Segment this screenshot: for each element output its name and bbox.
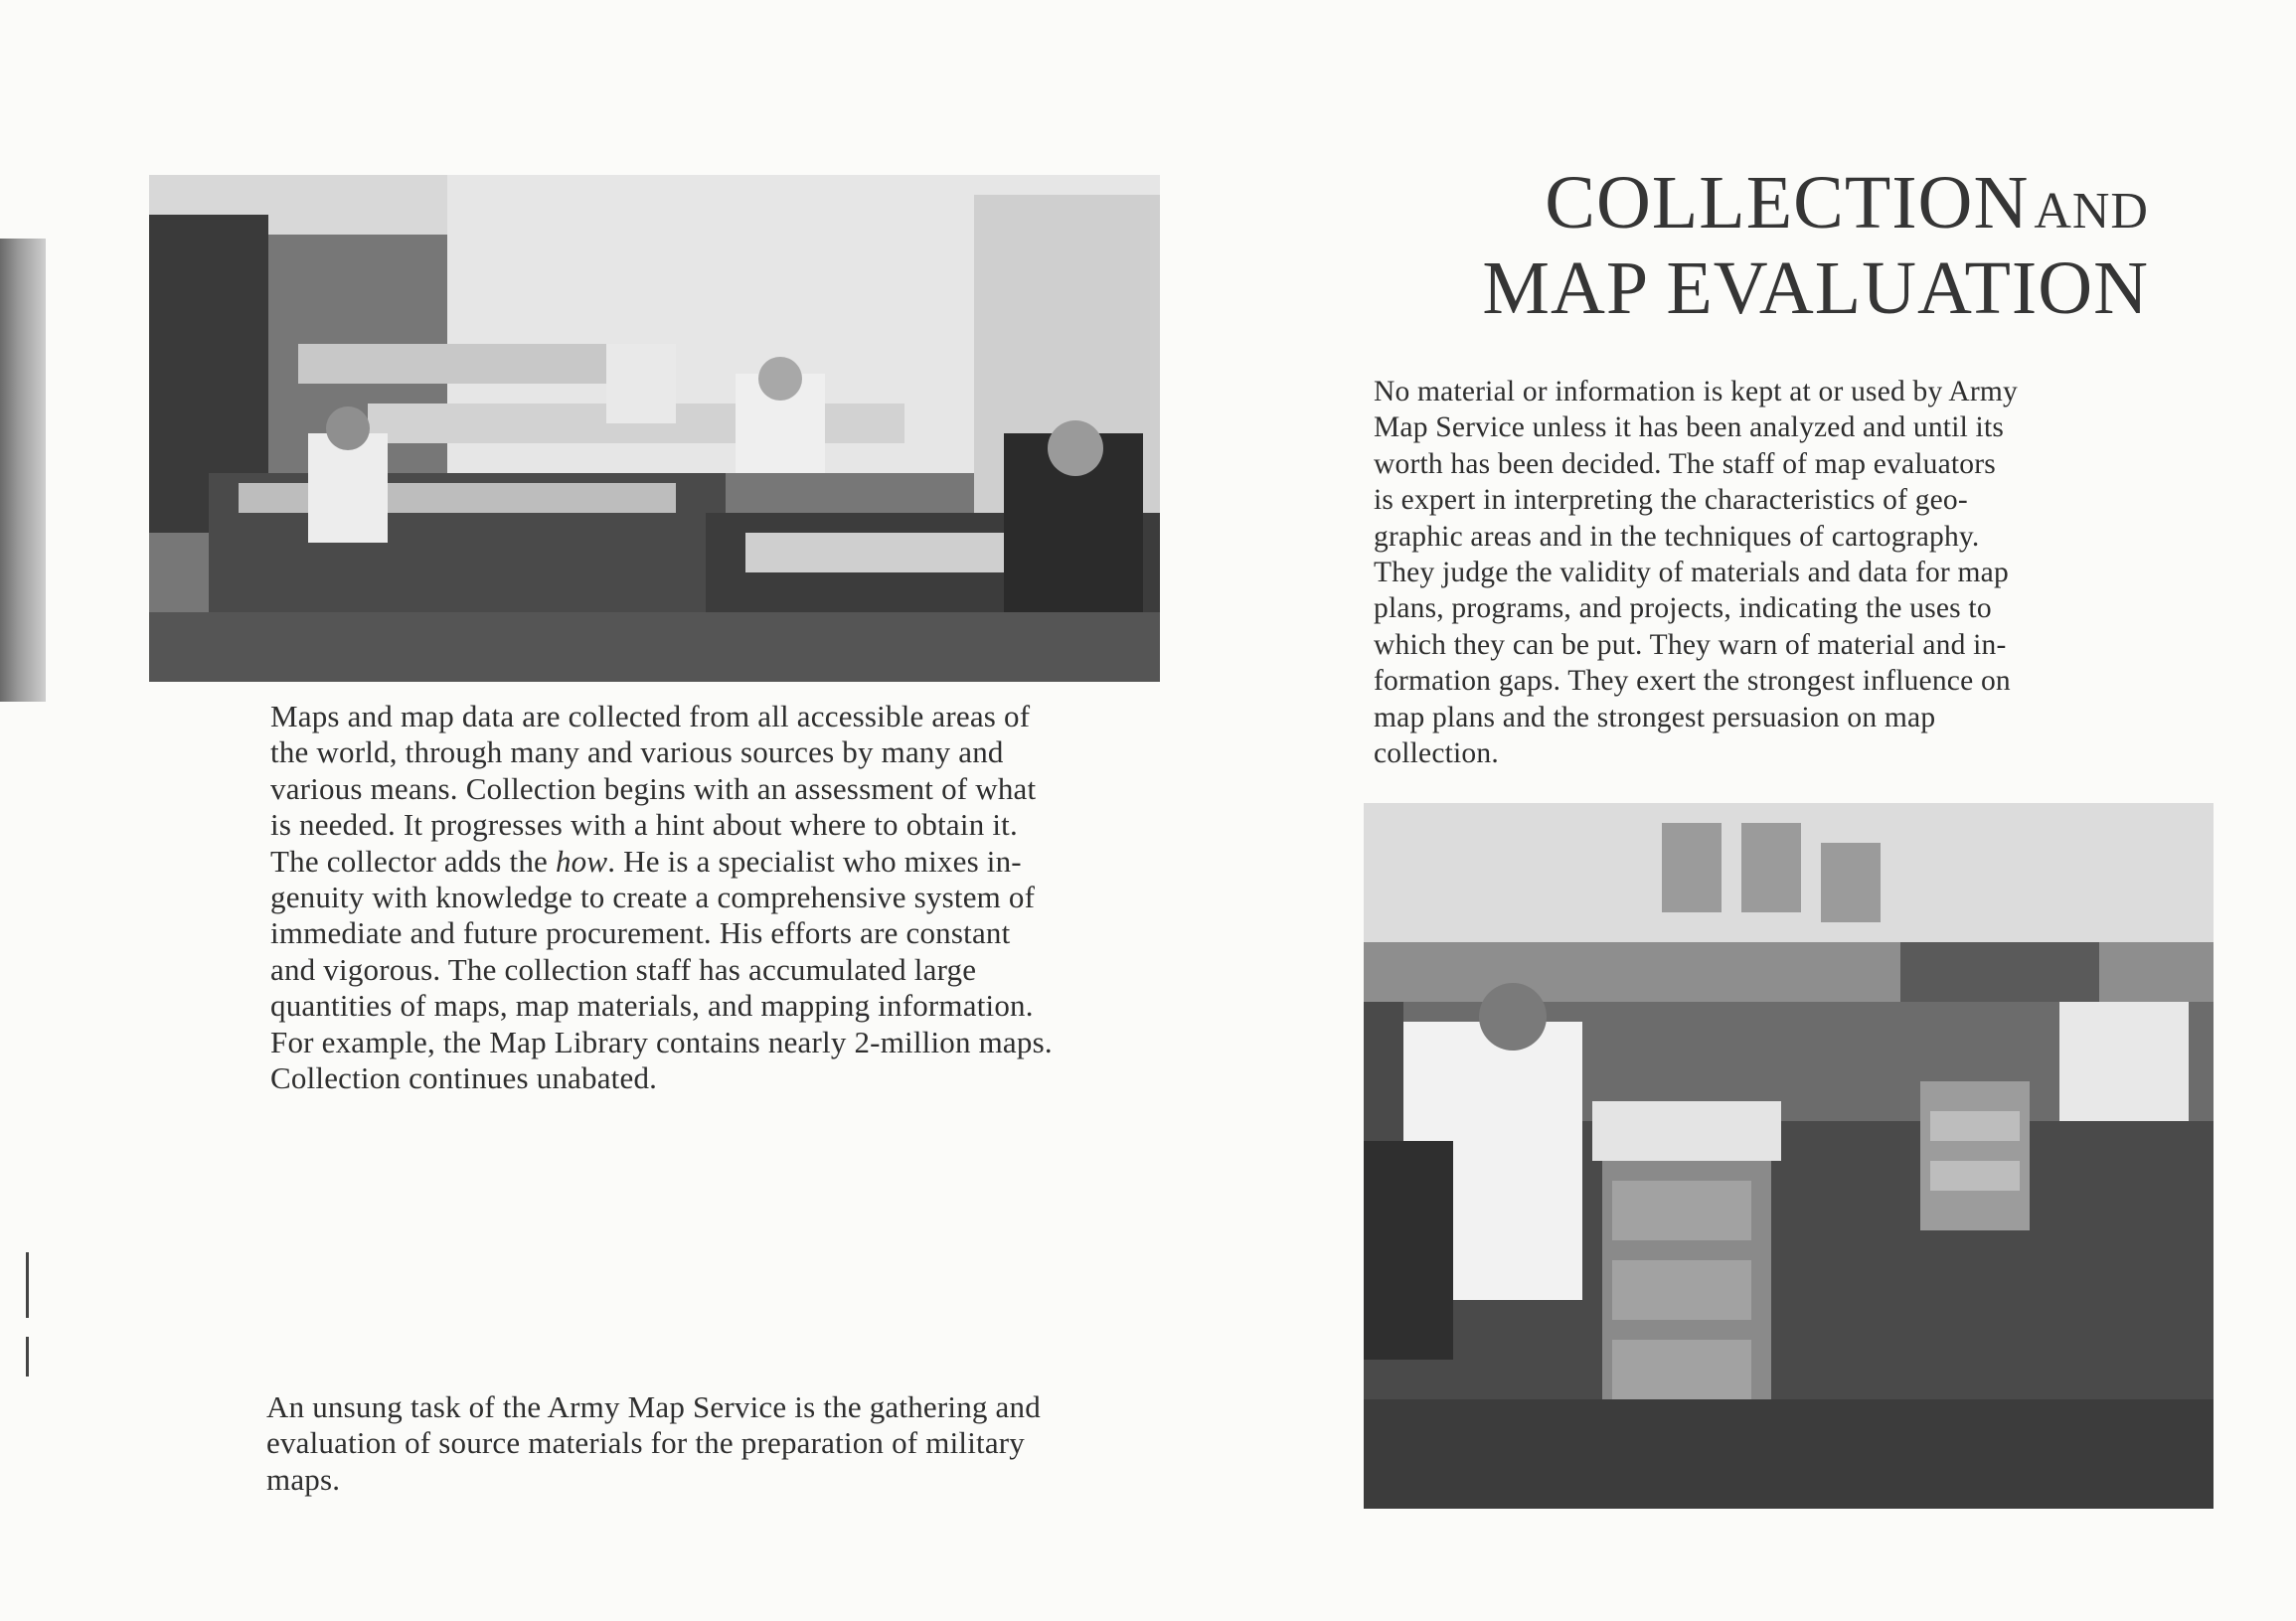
caption-line: An unsung task of the Army Map Service is the gathering and [266, 1389, 1041, 1424]
paragraph-line: For example, the Map Library contains nearly 2-million maps. [270, 1024, 1053, 1059]
photo-caption [266, 1389, 1151, 1498]
title-line-1 [1372, 161, 2149, 244]
paragraph-line: No material or information is kept at or used by Army [1374, 376, 2018, 407]
paragraph-line: They judge the validity of materials and data for map [1374, 557, 2009, 589]
paragraph-line: graphic areas and in the techniques of cartography. [1374, 520, 1980, 553]
collection-paragraph [270, 699, 1155, 1096]
paragraph-line: is expert in interpreting the characteristics of geo- [1374, 484, 1968, 517]
paragraph-line: map plans and the strongest persuasion on map [1374, 701, 1936, 733]
paragraph-line: the world, through many and various sources by many and [270, 734, 1004, 770]
office-photo [149, 175, 1160, 682]
paragraph-line: genuity with knowledge to create a comprehensive system of [270, 880, 1036, 915]
drafting-room-photo [1364, 803, 2214, 1509]
paragraph-line: and vigorous. The collection staff has accumulated large [270, 951, 977, 987]
paragraph-line: immediate and future procurement. His efforts are constant [270, 915, 1011, 951]
paragraph-line: quantities of maps, map materials, and mapping information. [270, 988, 1034, 1024]
title-word-collection: COLLECTION [1545, 161, 2030, 244]
paragraph-line: plans, programs, and projects, indicating the uses to [1374, 592, 1992, 625]
page-edge-strip [0, 239, 46, 702]
caption-line: evaluation of source materials for the preparation of military [266, 1425, 1025, 1461]
paragraph-line: formation gaps. They exert the strongest influence on [1374, 665, 2011, 698]
page-title [1372, 161, 2149, 330]
paragraph-line: which they can be put. They warn of material and in- [1374, 628, 2007, 661]
paragraph-line: worth has been decided. The staff of map evaluators [1374, 447, 1996, 480]
paragraph-line: Map Service unless it has been analyzed and until its [1374, 411, 2005, 444]
title-line-2: MAP EVALUATION [1482, 246, 2149, 330]
drafting-room-photo-icon [1364, 803, 2214, 1509]
edge-mark-1 [26, 1252, 29, 1318]
paragraph-line: collection. [1374, 737, 1499, 770]
title-word-and: AND [2034, 183, 2149, 240]
caption-line: maps. [266, 1461, 341, 1497]
paragraph-line: various means. Collection begins with an assessment of what [270, 770, 1037, 806]
edge-mark-2 [26, 1337, 29, 1377]
paragraph-line: Collection continues unabated. [270, 1060, 658, 1096]
paragraph-line: is needed. It progresses with a hint about where to obtain it. [270, 807, 1018, 843]
evaluation-paragraph [1374, 374, 2149, 771]
paragraph-line: Maps and map data are collected from all accessible areas of [270, 699, 1031, 733]
paragraph-line: The collector adds the how. He is a specialist who mixes in- [270, 843, 1022, 879]
office-photo-icon [149, 175, 1160, 682]
